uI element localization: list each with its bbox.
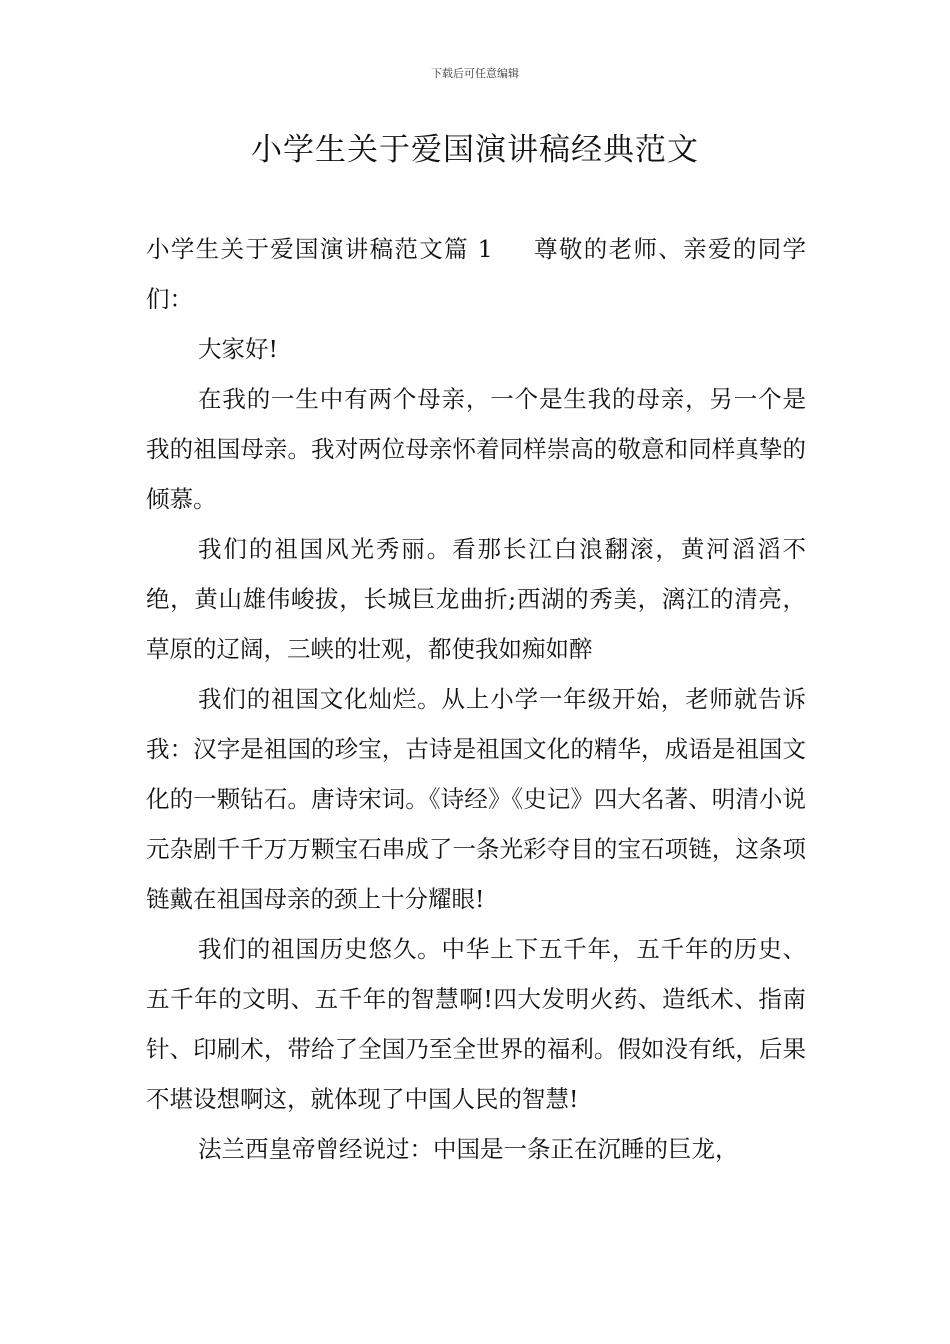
- opening-paragraph: [146, 224, 806, 324]
- salutation: 尊敬的老师、亲爱的同学们：: [146, 235, 807, 313]
- header-note: 下载后可任意编辑: [431, 67, 519, 80]
- section-heading: 小学生关于爱国演讲稿范文篇 1: [146, 235, 493, 263]
- paragraph-greeting: 大家好!: [198, 335, 278, 363]
- paragraph-history: 我们的祖国历史悠久。中华上下五千年，五千年的历史、五千年的文明、五千年的智慧啊!四大发明火药、造纸术、指南针、印刷术，带给了全国乃至全世界的福利。假如没有纸，后果不堪设想啊这，就体现了中国人民的智慧!: [146, 935, 806, 1113]
- paragraph-culture: 我们的祖国文化灿烂。从上小学一年级开始，老师就告诉我：汉字是祖国的珍宝，古诗是祖国文化的精华，成语是祖国文化的一颗钻石。唐诗宋词。《诗经》《史记》四大名著、明清小说元杂剧千千万万颗宝石串成了一条光彩夺目的宝石项链，这条项链戴在祖国母亲的颈上十分耀眼!: [146, 685, 806, 913]
- document-body: [146, 224, 806, 1174]
- document-title: 小学生关于爱国演讲稿经典范文: [251, 132, 699, 168]
- paragraph-scenery: 我们的祖国风光秀丽。看那长江白浪翻滚，黄河滔滔不绝，黄山雄伟峻拔，长城巨龙曲折;西湖的秀美，漓江的清亮，草原的辽阔，三峡的壮观，都使我如痴如醉: [146, 535, 806, 663]
- paragraph-napoleon: 法兰西皇帝曾经说过：中国是一条正在沉睡的巨龙，: [198, 1135, 739, 1163]
- paragraph-two-mothers: 在我的一生中有两个母亲，一个是生我的母亲，另一个是我的祖国母亲。我对两位母亲怀着同样崇高的敬意和同样真挚的倾慕。: [146, 385, 806, 513]
